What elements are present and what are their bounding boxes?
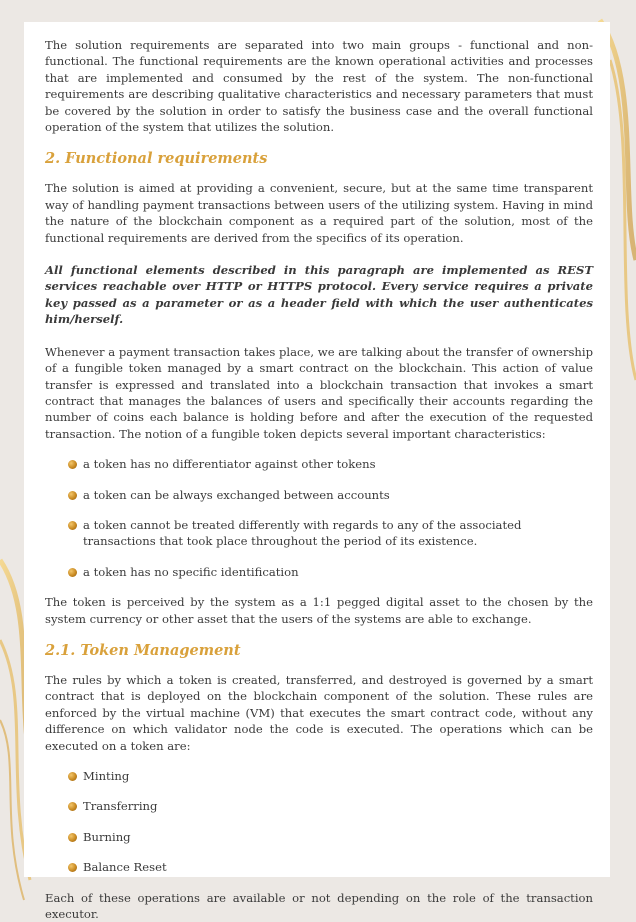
token-pegged-paragraph: The token is perceived by the system as a 1:1 pegged digital asset to the chosen by the system currency or other asset that the users of the systems are able to exchange. (45, 595, 593, 626)
gold-bullet-icon (68, 772, 77, 781)
payment-transaction-paragraph: Whenever a payment transaction takes place, we are talking about the transfer of ownership of a fungible token managed by a smart contract on the blockchain. This action of value transfer is expressed and translated into a blockchain transaction that invokes a smart contract that manages the balances of users and specifically their accounts regarding the number of coins each balance is holding before and after the execution of the requested transaction. The notion of a fungible token depicts several important characteristics: (45, 344, 593, 441)
list-item: a token cannot be treated differently with regards to any of the associated transactions that took place throughout the period of its existence. (45, 517, 593, 550)
rest-services-note: All functional elements described in this paragraph are implemented as REST services reachable over HTTP or HTTPS protocol. Every service requires a private key passed as a parameter or as a header field with which the user authenticates him/herself. (45, 263, 593, 327)
token-management-paragraph: The rules by which a token is created, transferred, and destroyed is governed by a smart contract that is deployed on the blockchain component of the solution. These rules are enforced by the virtual machine (VM) that executes the smart contract code, without any difference on which validator node the code is executed. The operations which can be executed on a token are: (45, 672, 593, 753)
list-item: Balance Reset (45, 859, 593, 875)
token-operations-list (45, 768, 593, 876)
list-item: Minting (45, 768, 593, 784)
operations-availability-paragraph: Each of these operations are available or not depending on the role of the transaction executor. (45, 890, 593, 922)
list-item: a token can be always exchanged between accounts (45, 487, 593, 503)
gold-bullet-icon (68, 802, 77, 811)
section-heading-token-management: 2.1. Token Management (45, 641, 241, 659)
gold-bullet-icon (68, 863, 77, 872)
gold-bullet-icon (68, 460, 77, 469)
document-content (45, 37, 593, 922)
token-characteristics-list (45, 456, 593, 580)
gold-bullet-icon (68, 521, 77, 530)
intro-paragraph: The solution requirements are separated into two main groups - functional and non-functional. The functional requirements are the known operational activities and processes that are implemented and consumed by the rest of the system. The non-functional requirements are describing qualitative characteristics and necessary parameters that must be covered by the solution in order to satisfy the business case and the overall functional operation of the system that utilizes the solution. (45, 38, 593, 135)
gold-bullet-icon (68, 568, 77, 577)
list-item: a token has no differentiator against other tokens (45, 456, 593, 472)
document-page (24, 22, 610, 922)
gold-bullet-icon (68, 491, 77, 500)
gold-bullet-icon (68, 833, 77, 842)
list-item: Transferring (45, 798, 593, 814)
list-item: a token has no specific identification (45, 564, 593, 580)
list-item: Burning (45, 829, 593, 845)
section-heading-functional-requirements: 2. Functional requirements (45, 150, 268, 168)
functional-requirements-paragraph: The solution is aimed at providing a convenient, secure, but at the same time transparent way of handling payment transactions between users of the utilizing system. Having in mind the nature of the blockchain component as a required part of the solution, most of the functional requirements are derived from the specifics of its operation. (45, 181, 593, 245)
